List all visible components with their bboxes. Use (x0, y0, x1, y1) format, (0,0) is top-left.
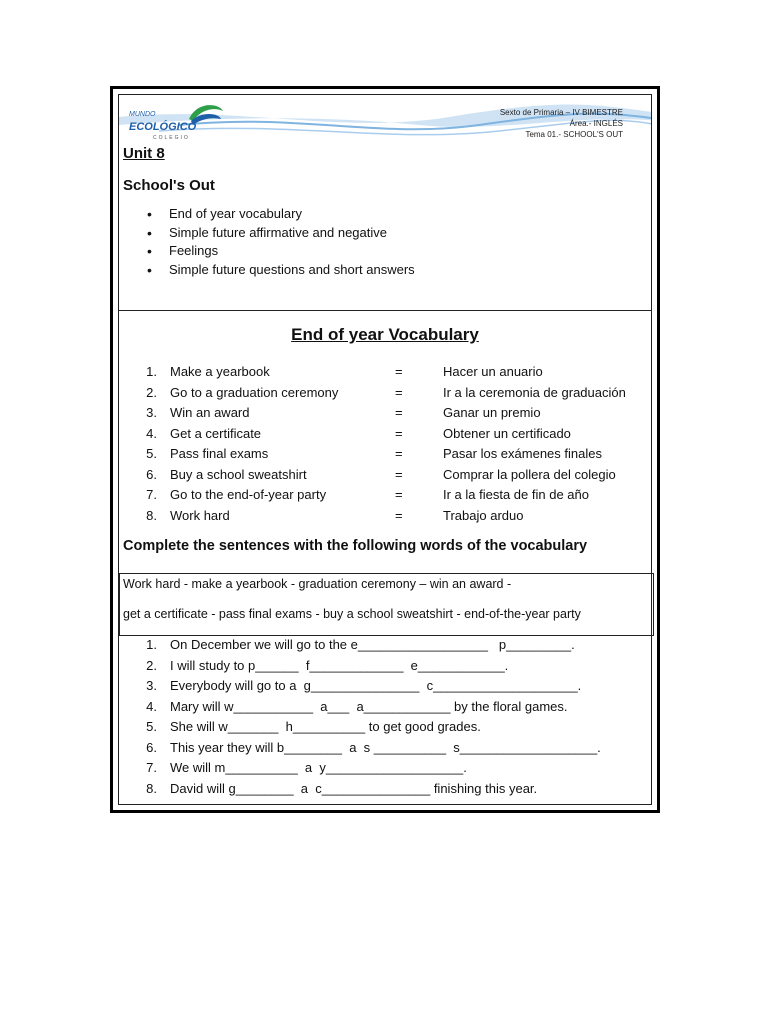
section-divider (119, 310, 651, 311)
page-header (119, 95, 651, 149)
topics-list (147, 205, 415, 279)
vocab-row: 6. Buy a school sweatshirt = Comprar la pollera del colegio (146, 466, 616, 482)
sentence-exercises (143, 635, 663, 799)
sentence-row[interactable]: 5. She will w_______ h__________ to get good grades. (146, 719, 481, 734)
school-logo (127, 99, 227, 143)
sentence-row[interactable]: 7. We will m__________ a y___________________. (146, 760, 467, 775)
vocab-row: 8. Work hard = Trabajo arduo (146, 507, 524, 523)
vocab-row: 4. Get a certificate = Obtener un certificado (146, 425, 571, 441)
list-item: • Simple future affirmative and negative (147, 224, 415, 243)
sentence-row[interactable]: 8. David will g________ a c_______________ finishing this year. (146, 780, 538, 796)
svg-text:COLEGIO: COLEGIO (153, 135, 190, 141)
svg-text:MUNDO: MUNDO (129, 111, 156, 118)
header-topic: Tema 01.- SCHOOL'S OUT (525, 130, 623, 139)
vocab-title: End of year Vocabulary (291, 325, 479, 344)
sentence-row[interactable]: 4. Mary will w___________ a___ a____________ by the floral games. (146, 698, 568, 714)
header-info (500, 107, 623, 140)
svg-text:ECOLÓGICO: ECOLÓGICO (129, 121, 197, 133)
vocab-row: 1. Make a yearbook = Hacer un anuario (146, 364, 543, 379)
word-bank-line: Work hard - make a yearbook - graduation ceremony – win an award - (123, 577, 512, 591)
vocabulary-list (143, 362, 663, 526)
sentence-row[interactable]: 3. Everybody will go to a g_______________ c____________________. (146, 678, 582, 693)
header-grade: Sexto de Primaria – IV BIMESTRE (499, 108, 623, 117)
word-bank-box (119, 573, 654, 636)
sentence-row[interactable]: 1. On December we will go to the e__________________ p_________. (146, 637, 575, 652)
word-bank-line: get a certificate - pass final exams - buy a school sweatshirt - end-of-the-year party (123, 607, 581, 621)
vocab-row: 5. Pass final exams = Pasar los exámenes finales (146, 446, 602, 461)
section-title: School's Out (123, 177, 215, 194)
header-area: Área.- INGLÉS (569, 119, 623, 128)
vocab-row: 2. Go to a graduation ceremony = Ir a la ceremonia de graduación (146, 384, 626, 400)
vocab-row: 7. Go to the end-of-year party = Ir a la fiesta de fin de año (146, 487, 589, 502)
worksheet-inner-frame (118, 94, 652, 805)
list-item: • End of year vocabulary (147, 205, 415, 224)
sentence-row[interactable]: 6. This year they will b________ a s __________ s___________________. (146, 739, 601, 755)
unit-heading: Unit 8 (123, 145, 165, 162)
list-item: • Simple future questions and short answers (147, 261, 415, 280)
list-item: • Feelings (147, 242, 415, 261)
sentence-row[interactable]: 2. I will study to p______ f_____________ e____________. (146, 657, 509, 673)
worksheet-page (110, 86, 660, 813)
exercise-instructions: Complete the sentences with the following words of the vocabulary (123, 538, 588, 554)
vocab-row: 3. Win an award = Ganar un premio (146, 405, 541, 420)
